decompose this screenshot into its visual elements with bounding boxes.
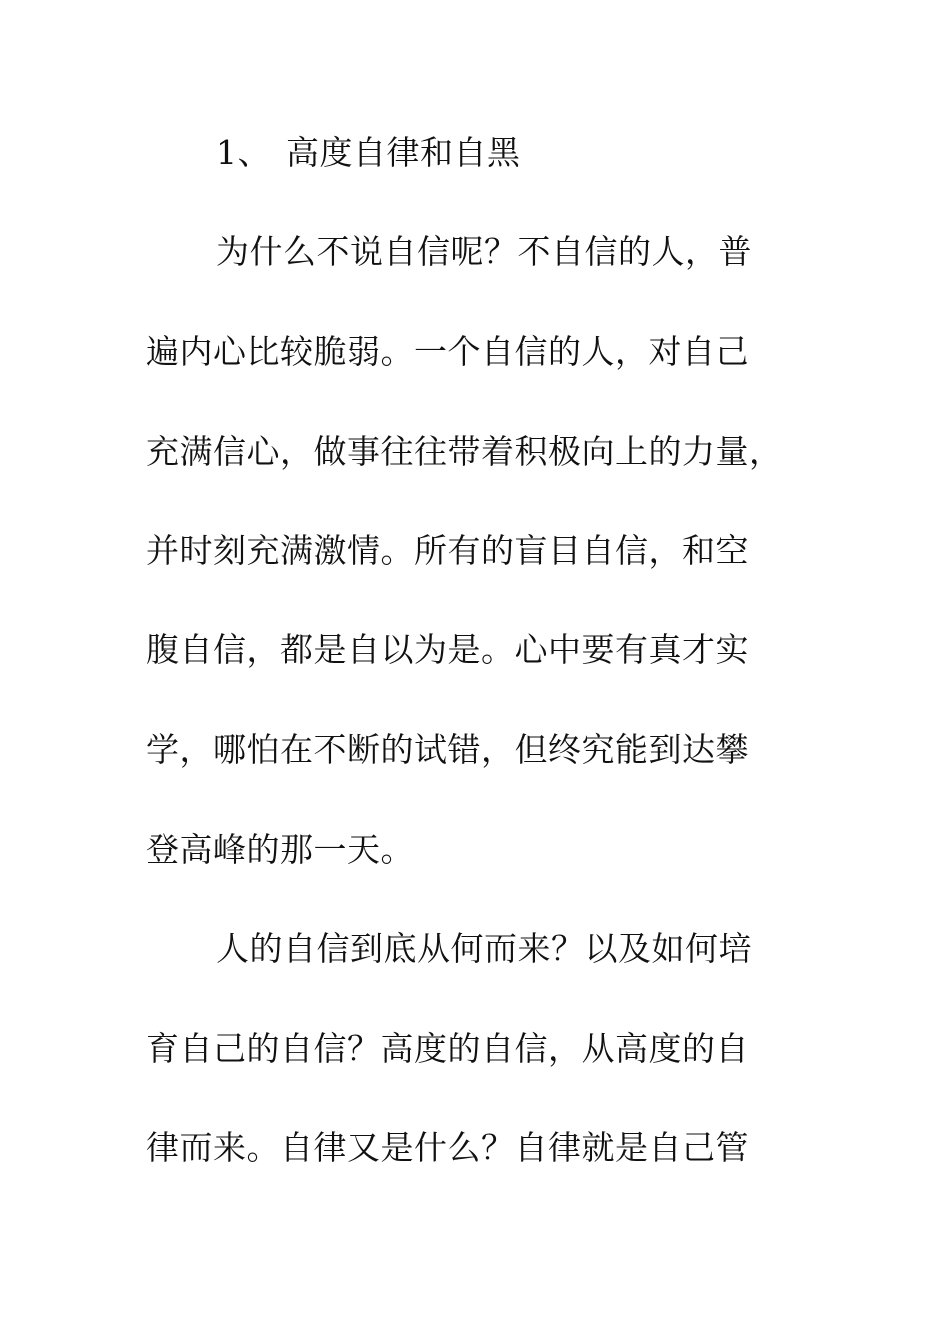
paragraph-line: 遍内心比较脆弱。一个自信的人，对自己 (146, 332, 749, 371)
paragraph-line: 为什么不说自信呢？不自信的人，普 (216, 232, 752, 271)
heading-title: 高度自律和自黑 (286, 133, 521, 172)
paragraph-line: 腹自信，都是自以为是。心中要有真才实 (146, 630, 749, 669)
paragraph-line: 律而来。自律又是什么？自律就是自己管 (146, 1128, 749, 1167)
paragraph-line: 登高峰的那一天。 (146, 830, 414, 869)
paragraph-line: 并时刻充满激情。所有的盲目自信，和空 (146, 531, 749, 570)
heading-number: 1、 (216, 133, 271, 172)
paragraph-line: 充满信心，做事往往带着积极向上的力量， (146, 432, 783, 471)
paragraph-line: 学，哪怕在不断的试错，但终究能到达攀 (146, 730, 749, 769)
section-heading (216, 133, 876, 173)
paragraph-line: 人的自信到底从何而来？以及如何培 (216, 929, 752, 968)
paragraph-line: 育自己的自信？高度的自信，从高度的自 (146, 1029, 749, 1068)
